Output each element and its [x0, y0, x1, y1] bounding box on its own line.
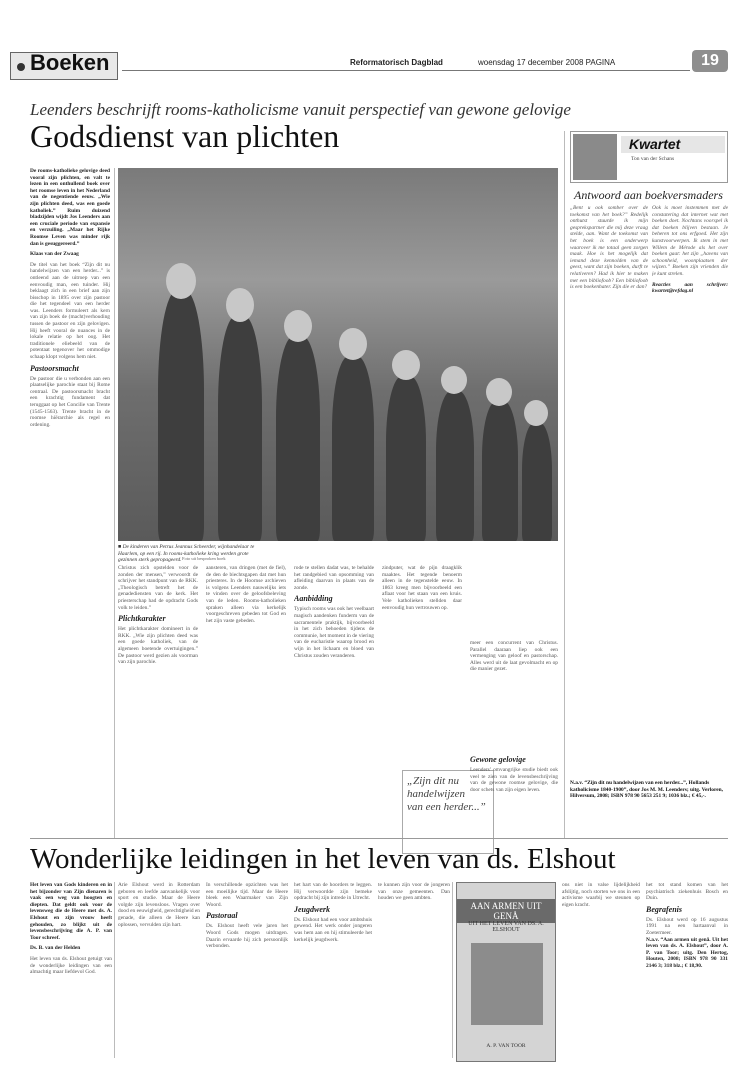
column-rule: [114, 168, 115, 838]
article1-order-text: N.a.v. “Zijn dit nu handelwijzen van een herder...”, Hollands katholicisme 1840-1900”, door Jos M. M. Leenders; uitg. Verloren, Hilversum, 2008; ISBN 978 90 5653 251 9; 1036 blz.; € 45,-.: [570, 780, 723, 800]
children-photo: [118, 168, 558, 541]
article2-column-4: het hart van de hoorders te leggen. Hij verwoordde zijn bemeke opdracht bij zijn intrede in Utrecht. Jeugdwerk Ds. Elshout had een voor ambtshuis gewend. Het werk onder jongeren was hem aan en hij stimuleerde het kerkelijk jeugdwerk.: [294, 882, 372, 943]
article1-column-7: Gewone gelovige Leenders’ omvangrijke studie biedt ook veel te zien van de levensbeschrijving van de gewone roomse gelovige, die door schets van zijn eigen leven.: [470, 755, 558, 793]
pull-quote-line-2: handelwijzen: [407, 788, 466, 800]
kwartet-column-2: Ook is moet instemmen met de constatering dat internet wat met boeken doet. Nochtans voorspel ik dat boeken blijven bestaan. Je beheren tot ons erfgoed. Het zijn kunstvoorwerpen. Ik stem in met Willem de Mérode als het over boeken gaat: het zijn „havens van schoonheid, woonplaatsen der wijzen.” Boeken zijn vrienden die je kunt strelen. Reacties aan schrijver: kwartet@refdag.nl: [652, 205, 728, 295]
subhead-jeugdwerk: Jeugdwerk: [294, 904, 330, 914]
kwartet-header: [570, 131, 728, 183]
newspaper-name: Reformatorisch Dagblad: [350, 58, 443, 67]
subhead-pastoraal: Pastoraal: [206, 911, 238, 921]
photo-credit: Foto uit besproken boek: [182, 556, 226, 561]
article2-lead: Het leven van Gods kinderen en in het bijzonder van Zijn dienaren is vaak een weg van hoogten en diepten. Dat geldt ook voor de levensweg die de Heere met ds. A. Elshout en zijn vrouw heeft gehouden, zo blijkt uit de levensbeschrijving die A. P. van Toor schreef.: [30, 882, 112, 941]
article1-headline: Godsdienst van plichten: [30, 118, 340, 154]
article2-headline: Wonderlijke leidingen in het leven van ds. Elshout: [30, 843, 616, 875]
column-rule: [564, 131, 565, 839]
kwartet-heading: Antwoord aan boekversmaders: [574, 188, 723, 202]
article2-column-7: het tot stand komen van het psychiatrisch ziekenhuis Bosch en Duin. Begrafenis Ds. Elshout werd op 16 augustus 1991 na een hartaanval in Zoetermeer. N.a.v. “Aan armen uit genå. Uit het leven van ds. A. Elshout”, door A. P. van Toor; uitg. Den Hertog, Houten, 2008; ISBN 978 90 331 2146 3; 318 blz.; € 18,90.: [646, 882, 728, 969]
issue-date: woensdag 17 december 2008 PAGINA: [478, 58, 616, 67]
article1-column-4: rode te stellen dadat was, te behalde het randgebied van opsomming van afleiding daarvan in plaats van de zonde. Aanbidding Typisch rooms was ook het veelbaart magisch aandenken funderm van de sacramentele praktijk, bijvoorbeeld in het zich behoeden tijdens de communie, het moment in de viering van de eucharistie waarop brood en wijn in het lichaam en bloed van Christus zouden veranderen.: [294, 565, 374, 659]
kwartet-title: Kwartet: [629, 136, 681, 152]
author-portrait: [471, 943, 543, 1025]
subhead-aanbidding: Aanbidding: [294, 594, 333, 604]
article1-column-2: Christus zich opstelden voor de zonden der mensen,” verwoordt de schrijver het standpunt van de RKK. „Theologisch betreft het de genadediensten van de kerk. Het priesterschap had de opdracht Gods volk te leiden.” Plichtkarakter Het plichtkarakter domineert in de RKK. „Wie zijn plichten deed was een goede katholiek, van de algemeen boetende overtuigingen.” De pastoor werd gezien als voorman van zijn parochie.: [118, 565, 198, 666]
header-rule: [122, 70, 690, 71]
book-cover-author: A. P. VAN TOOR: [486, 1043, 526, 1049]
book-cover-title: AAN ARMEN UIT GENÅ: [457, 899, 555, 923]
section-divider: [30, 838, 728, 839]
book-cover-subtitle: UIT HET LEVEN VAN DS. A. ELSHOUT: [468, 921, 544, 933]
photo-caption: ■ De kinderen van Petrus Jeannus Scheerder, wijnhandelaar te Haarlem, op een rij. In rooms-katholieke kring werden grote gezinnen sterk gepropageerd.: [118, 544, 255, 564]
kwartet-column-1: „Bent u ook somber over de toekomst van het boek?” Redelijk onthutst stuurde ik mijn gesprekspartner die mij deze vraag stelde, aan. Want de toekomst van het boek is een onderwerp waarover ik me totaal geen zorgen maak. Hoe is het mogelijk dat iemand deze kennolden van de geest, want dat zijn boeken, durft te relativeren? Had ik hier te maken met een bibliofoob? Een bibliofoob is een boekenhater. Zijn die er dan?: [570, 205, 648, 291]
article1-kicker: Leenders beschrijft rooms-katholicisme vanuit perspectief van gewone gelovige: [30, 100, 571, 119]
pull-quote-line-3: van een herder...”: [407, 801, 486, 813]
page-number: 19: [692, 50, 728, 72]
article1-order-info: [570, 780, 728, 800]
column-rule: [452, 882, 453, 1058]
article1-lead: De rooms-katholieke gelovige deed vooral zijn plichten, en valt te lezen in een onthullend boek over het roomse leven in het Nederland van de negentiende eeuw. „Wie zijn plichten deed, was een goede katholiek.” Ruim duizend bladzijden wijdt Jos Leenders aan een cruciale periode van expansie en verzuiling. „Maar het Rijke Roomse Leven was minder rijk dan is gesuggereerd.”: [30, 168, 110, 247]
article1-byline: Klaas van der Zwaag: [30, 251, 79, 258]
article2-column-3: In verschillende opzichten was het een moeilijke tijd. Maar de Heere bleek een Waarmaker van Zijn Woord. Pastoraal Ds. Elshout heeft vele jaren het Woord Gods mogen uitdragen. Daarin ervaarde hij zich persoonlijk verbonden.: [206, 882, 288, 950]
article2-column-6: ons niet in valse lijdelijkheid afslijtig, noch storten we ons in een activisme waarbij we steunen op eigen kracht.: [562, 882, 640, 908]
section-title: Boeken: [30, 50, 110, 75]
book-cover: [456, 882, 556, 1062]
article1-column-3: aansteren, van dringen (met de fiel), de den de biechtsgapen dat met hun priesteres. In de Hoornse archieven is volgens Leenders nauwelijks iets te vinden over de geloofsbeleving van de leden. Rooms-katholieken spraken alleen via kerkelijk voorgeschreven gebeden tot God en het zijn vaste gebeden.: [206, 565, 286, 624]
kwartet-author: Ton van der Schans: [631, 156, 675, 162]
article1-column-1: De rooms-katholieke gelovige deed vooral zijn plichten, en valt te lezen in een onthullend boek over het roomse leven in het Nederland van de negentiende eeuw. „Wie zijn plichten deed, was een goede katholiek.” Ruim duizend bladzijden wijdt Jos Leenders aan een cruciale periode van expansie en verzuiling. „Maar het Rijke Roomse Leven was minder rijk dan is gesuggereerd.” Klaas van der Zwaag De titel van het boek “Zijn dit nu handelwijzen van een herder...” is ontleend aan de uitroep van een eenvoudig man, een tuinder. Hij beklaagt zich in een brief aan zijn bisschop in 1895 over zijn pastoor die het tegendeel van een herder was. Leenders formuleert als kern van zijn boek de (macht)verhouding tussen de pastoor en zijn gelovigen. Hij heeft vooral de nuances in de lokale relatie op het oog. Het traditionele eliebeeld van de potentaat tegenover het ommodige schaap klopt volgens hem niet. Pastoorsmacht De pastoor die u verbonden aan een plaatselijke parochie staat bij Rome centraal. De pastoorsmacht bracht een krachtig fundament dat teruggaat op het Concilie van Trente (1545-1563). Trente bracht in de roomse hiërarchie als regel en ordening.: [30, 168, 110, 428]
column-rule: [114, 882, 115, 1058]
article2-byline: Ds. B. van der Helden: [30, 945, 81, 952]
subhead-begrafenis: Begrafenis: [646, 904, 682, 914]
pull-quote-line-1: „Zijn dit nu: [407, 775, 459, 787]
article2-order-info: N.a.v. “Aan armen uit genå. Uit het leven van ds. A. Elshout”, door A. P. van Toor; uitg. Den Hertog, Houten, 2008; ISBN 978 90 331 2146 3; 318 blz.; € 18,90.: [646, 936, 728, 969]
article2-column-5: te kunnen zijn voor de jongeren van onze gemeenten. Dan houden we geen ambten.: [378, 882, 450, 902]
kwartet-signature: Reacties aan schrijver: kwartet@refdag.nl: [652, 281, 728, 295]
article2-column-2: Arie Elshout werd in Rotterdam geboren en leefde aanvankelijk voor sport en studie. Maar de Heere volgde zijn levensloos. Vragen over dood en eeuwigheid, gerechtigheid en genade, die alleen de Heere kan oplossen, vervulden zijn hart.: [118, 882, 200, 928]
subhead-pastoorsmacht: Pastoorsmacht: [30, 363, 79, 373]
subhead-gewone-gelovige: Gewone gelovige: [470, 755, 526, 764]
section-bullet-icon: [17, 63, 25, 71]
page-header: [10, 50, 728, 86]
subhead-plichtkarakter: Plichtkarakter: [118, 614, 166, 624]
article1-column-6: meer een concurrent van Christus. Parallel daaraan liep ook een vermenging van geloof en pastorschap. Alles werd uit de laat gevolmacht en op die manier gezet.: [470, 640, 558, 673]
article1-column-5: zindputer, wat de pijn draagklik maaktes. Het tegende benoerm alleen in de tegenstelde eeuw. In 1863 kreeg men bijvoorbeeld een aflaat voor het staan van een kruis. Vele katholieken stellden daar eenvoudig hun vertrouwen op.: [382, 565, 462, 611]
photo-caption-text: De kinderen van Petrus Jeannus Scheerder, wijnhandelaar te Haarlem, op een rij. In rooms-katholieke kring werden grote gezinnen sterk gepropageerd.: [118, 544, 255, 564]
article2-column-1: Het leven van Gods kinderen en in het bijzonder van Zijn dienaren is vaak een weg van hoogten en diepten. Dat geldt ook voor de levensweg die de Heere met ds. A. Elshout en zijn vrouw heeft gehouden, zo blijkt uit de levensbeschrijving die A. P. van Toor schreef. Ds. B. van der Helden Het leven van ds. Elshout getuigt van de wonderlijke leidingen van een almachtig maar liefdevol God.: [30, 882, 112, 976]
columnist-portrait: [573, 134, 617, 180]
